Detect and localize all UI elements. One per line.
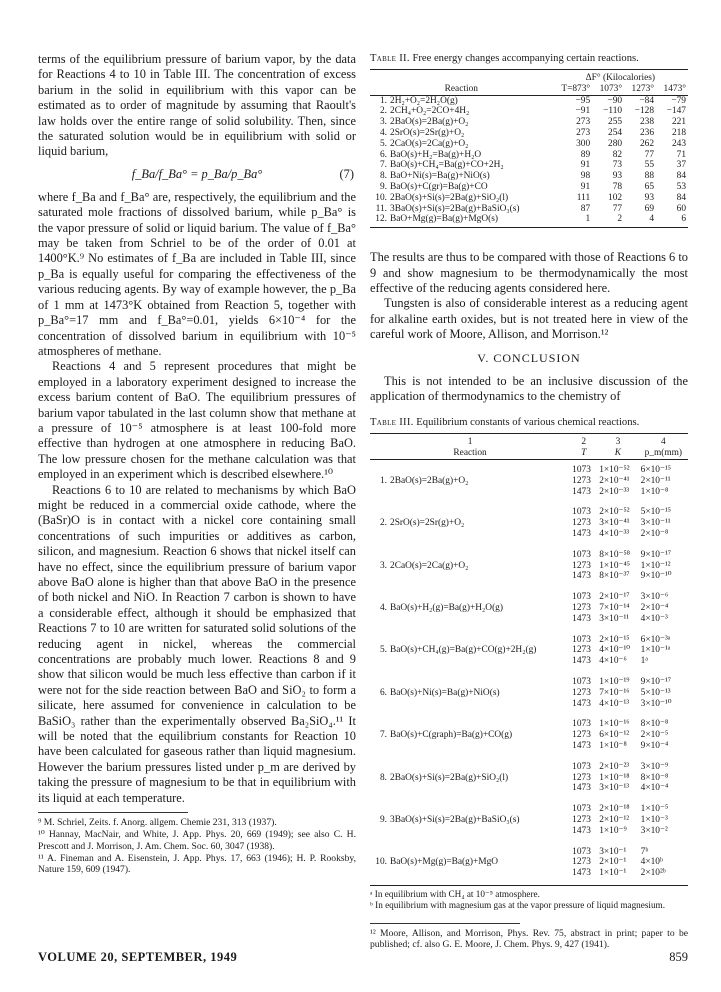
table3-reaction-cell	[370, 714, 570, 756]
table3-row	[370, 757, 688, 799]
row-number: 7.	[379, 730, 387, 741]
table2-reaction-cell	[370, 106, 553, 117]
reaction-text: BaO(s)+C(graph)=Ba(g)+CO(g)	[390, 730, 513, 741]
table3-k-cell: 1×10⁻¹⁹ 7×10⁻¹⁶ 4×10⁻¹³	[599, 676, 630, 709]
reaction-text: BaO(s)+CH₄(g)=Ba(g)+CO(g)+2H₂(g)	[390, 645, 537, 656]
table3-reaction-cell	[370, 757, 570, 799]
reaction-text: 2BaO(s)+Si(s)=2Ba(g)+SiO₂(l)	[390, 192, 509, 203]
reaction-text: BaO(s)+H₂(g)=Ba(g)+H₂O(g)	[390, 602, 503, 613]
row-number: 4.	[379, 602, 387, 613]
table3-temperature-cell: 1073 1273 1473	[572, 592, 591, 624]
paragraph: Reactions 4 and 5 represent procedures that might be employed in a laboratory experiment designed to increase the excess barium content of BaO. The equilibrium pressures of barium vapor tabulated in the last column show that methane at a pressure of 10⁻⁵ atmosphere is at least 100-fold more effective than hydrogen at one atmosphere in reducing BaO. The low pressure chosen for the methane calculation was that employed in an experiment which is described elsewhere.¹⁰	[38, 359, 356, 482]
footnote-divider	[38, 812, 188, 813]
table3-pm-cell: 6×10⁻³ᵃ 1×10⁻¹ᵃ 1ᵃ	[640, 634, 671, 667]
table2-row	[370, 214, 688, 225]
table3-pm-cell: 5×10⁻¹⁵ 3×10⁻¹¹ 2×10⁻⁸	[640, 507, 672, 539]
table2-reaction-cell	[370, 95, 553, 106]
table2-label: Table II.	[370, 53, 410, 64]
table3-reaction-cell	[370, 460, 570, 503]
table3	[370, 433, 688, 884]
table2-value-cell: 55	[644, 160, 655, 171]
table3-temperature-cell: 1073 1273 1473	[572, 846, 591, 879]
table2-value-cell: 262	[639, 138, 655, 149]
footnote-divider	[370, 923, 520, 924]
row-number: 10.	[375, 857, 387, 868]
table2-caption-text: Free energy changes accompanying certain reactions.	[412, 53, 639, 64]
paragraph: Tungsten is also of considerable interest as a reducing agent for alkaline earth oxides, but is not treated here in view of the careful work of Moore, Allison, and Morrison.¹²	[370, 296, 688, 342]
table2-value-cell: 102	[608, 192, 623, 203]
table3-col-reaction: Reaction	[453, 448, 487, 459]
table2-value-cell: 78	[612, 181, 623, 192]
footnote: ¹² Moore, Allison, and Morrison, Phys. Rev. 75, abstract in print; paper to be published; cf. also G. E. Moore, J. Chem. Phys. 9, 427 (1941).	[370, 927, 688, 950]
table3-row	[370, 502, 688, 544]
table3-pm-cell: 6×10⁻¹⁵ 2×10⁻¹¹ 1×10⁻⁸	[640, 465, 672, 497]
table2-reaction-cell	[370, 182, 553, 193]
table-footnote: ᵃ In equilibrium with CH₄ at 10⁻⁵ atmosphere.	[370, 888, 540, 899]
table2-value-cell: 73	[612, 160, 623, 171]
table3-caption-text: Equilibrium constants of various chemical reactions.	[416, 417, 640, 429]
reaction-text: 2CH₄+O₂=2CO+4H₂	[390, 106, 470, 117]
row-number: 1.	[379, 95, 387, 106]
table2-col-temp: T=873°	[561, 83, 591, 94]
row-number: 9.	[379, 814, 387, 825]
reaction-text: BaO+Mg(g)=Ba(g)+MgO(s)	[390, 214, 499, 225]
table2-value-cell: 273	[576, 127, 591, 138]
table2-reaction-cell	[370, 117, 553, 128]
row-number: 5.	[379, 645, 387, 656]
table2-value-cell: 87	[580, 203, 591, 214]
table2-value-cell: 82	[612, 149, 623, 160]
table2-row	[370, 193, 688, 204]
footnote: ⁹ M. Schriel, Zeits. f. Anorg. allgem. Chemie 231, 313 (1937).	[38, 817, 277, 829]
row-number: 8.	[379, 772, 387, 783]
table2-row	[370, 160, 688, 171]
table2-col-reaction: Reaction	[444, 83, 478, 94]
table2-value-cell: −91	[575, 106, 591, 117]
table3-k-cell: 2×10⁻¹⁸ 2×10⁻¹² 1×10⁻⁹	[599, 804, 630, 836]
equation-expression: f_Ba/f_Ba° = p_Ba/p_Ba°	[131, 166, 263, 181]
table2-group-header: ΔF° (Kilocalories)	[585, 73, 656, 83]
row-number: 1.	[379, 475, 387, 486]
table2-value-cell: 60	[676, 203, 686, 214]
right-column	[370, 52, 688, 951]
table2-value-cell: 4	[649, 214, 655, 225]
table2-value-cell: 84	[676, 171, 686, 182]
row-number: 11.	[375, 203, 387, 214]
reaction-text: BaO(s)+Ni(s)=Ba(g)+NiO(s)	[390, 687, 500, 698]
table3-k-cell: 2×10⁻⁵² 3×10⁻⁴¹ 4×10⁻³³	[599, 507, 630, 539]
reaction-text: 3BaO(s)+Si(s)=2Ba(g)+BaSiO₃(s)	[390, 814, 520, 825]
table3-reaction-cell	[370, 630, 570, 672]
table2-value-cell: 77	[612, 203, 623, 214]
table3-row	[370, 545, 688, 587]
reaction-text: 2BaO(s)+Si(s)=2Ba(g)+SiO₂(l)	[390, 772, 509, 783]
row-number: 5.	[379, 138, 387, 149]
left-column	[38, 52, 356, 877]
table2-col-temp: 1073°	[599, 83, 623, 94]
equation-number: (7)	[339, 166, 354, 181]
table3-reaction-cell	[370, 502, 570, 544]
table3-k-cell: 2×10⁻¹⁷ 7×10⁻¹⁴ 3×10⁻¹¹	[599, 592, 630, 624]
table2-value-cell: 255	[608, 117, 623, 128]
reaction-text: BaO(s)+C(gr)=Ba(g)+CO	[390, 181, 488, 192]
row-number: 8.	[379, 171, 387, 182]
table2-row	[370, 182, 688, 193]
table2-value-cell: 221	[671, 117, 686, 128]
table3-temperature-cell: 1073 1273 1473	[572, 719, 591, 751]
table3-k-cell: 1×10⁻⁵² 2×10⁻⁴¹ 2×10⁻³³	[599, 465, 630, 497]
table2-value-cell: 2	[617, 214, 623, 225]
table2-reaction-cell	[370, 139, 553, 150]
reaction-text: 2SrO(s)=2Sr(g)+O₂	[390, 127, 465, 138]
paragraph: The results are thus to be compared with those of Reactions 6 to 9 and show magnesium to be thermodynamically the most effective of the reducing agents considered here.	[370, 250, 688, 295]
table2-value-cell: 89	[580, 149, 591, 160]
table2-value-cell: 93	[644, 192, 655, 203]
table3-bottom-rule	[370, 885, 688, 886]
table3-temperature-cell: 1073 1273 1473	[572, 804, 591, 836]
table3-row	[370, 587, 688, 629]
table2-value-cell: −79	[671, 95, 686, 106]
table2-col-temp: 1273°	[631, 83, 655, 94]
reaction-text: BaO(s)+CH₄=Ba(g)+CO+2H₂	[390, 160, 504, 171]
table2-value-cell: −128	[634, 106, 655, 117]
row-number: 2.	[379, 518, 387, 529]
table3-pm-cell: 3×10⁻⁹ 8×10⁻⁸ 4×10⁻⁴	[640, 761, 669, 794]
table2-value-cell: 71	[676, 149, 686, 160]
table3-reaction-cell	[370, 587, 570, 629]
row-number: 2.	[379, 106, 387, 117]
reaction-text: 2CaO(s)=2Ca(g)+O₂	[390, 560, 469, 571]
table3-temperature-cell: 1073 1273 1473	[572, 465, 591, 497]
table3-body	[370, 460, 688, 884]
table2-value-cell: 37	[676, 160, 686, 171]
table2-body	[370, 95, 688, 225]
table2-value-cell: 1	[585, 214, 591, 225]
table2-value-cell: 254	[608, 127, 623, 138]
table3-col-num: 4	[660, 437, 666, 448]
table2-row	[370, 106, 688, 117]
table2-value-cell: −90	[607, 95, 623, 106]
row-number: 4.	[379, 127, 387, 138]
table3-row	[370, 799, 688, 841]
table2-reaction-cell	[370, 204, 553, 215]
reaction-text: BaO+Ni(s)=Ba(g)+NiO(s)	[390, 171, 490, 182]
table2-value-cell: 280	[608, 138, 623, 149]
reaction-text: BaO(s)+Mg(g)=Ba(g)+MgO	[390, 857, 499, 868]
table3-temperature-cell: 1073 1273 1473	[572, 549, 591, 582]
table3-reaction-cell	[370, 545, 570, 587]
table2-value-cell: 93	[612, 171, 623, 182]
table3-temperature-cell: 1073 1273 1473	[572, 676, 591, 709]
table2-value-cell: 65	[644, 181, 655, 192]
table3-temperature-cell: 1073 1273 1473	[572, 507, 591, 539]
reaction-text: 2BaO(s)=2Ba(g)+O₂	[390, 117, 469, 128]
table3-row	[370, 714, 688, 756]
table-footnote: ᵇ In equilibrium with magnesium gas at the vapor pressure of liquid magnesium.	[370, 899, 666, 910]
table3-k-cell: 2×10⁻²³ 1×10⁻¹⁸ 3×10⁻¹³	[599, 761, 630, 794]
table2-value-cell: −84	[639, 95, 655, 106]
paragraph: terms of the equilibrium pressure of barium vapor, by the data for Reactions 4 to 10 in Table III. The concentration of excess barium in the solid in equilibrium with this vapor can be estimated as to order of magnitude by assuming that Raoult's law holds over the entire range of solid solubility. Then, since the saturated solution would be in equilibrium with solid or liquid barium,	[38, 52, 356, 159]
row-number: 10.	[375, 192, 387, 203]
table2-value-cell: 300	[576, 138, 591, 149]
table2-reaction-cell	[370, 150, 553, 161]
table2-value-cell: 98	[580, 171, 591, 182]
row-number: 9.	[379, 181, 387, 192]
table3-col-t: T	[581, 448, 587, 459]
table2-caption	[370, 52, 688, 65]
table2-value-cell: −147	[666, 106, 686, 117]
table2-row	[370, 117, 688, 128]
table3-pm-cell: 1×10⁻⁵ 1×10⁻³ 3×10⁻²	[640, 804, 669, 836]
table2-reaction-cell	[370, 128, 553, 139]
page-number: 859	[669, 950, 688, 964]
table3-caption	[370, 416, 688, 429]
row-number: 12.	[375, 214, 387, 225]
table2-row	[370, 150, 688, 161]
table2-value-cell: 243	[671, 138, 686, 149]
reaction-text: 2H₂+O₂=2H₂O(g)	[390, 95, 458, 106]
table3-pm-cell: 9×10⁻¹⁷ 5×10⁻¹³ 3×10⁻¹⁰	[640, 676, 672, 709]
table2-value-cell: −95	[575, 95, 591, 106]
table3-pm-cell: 7ᵇ 4×10ᵇ 2×10²ᵇ	[640, 846, 666, 879]
table2-value-cell: 111	[576, 192, 591, 203]
volume-footer: VOLUME 20, SEPTEMBER, 1949	[38, 950, 238, 964]
table2-row	[370, 128, 688, 139]
reaction-text: 2CaO(s)=2Ca(g)+O₂	[390, 138, 469, 149]
table2-value-cell: 53	[676, 181, 686, 192]
table2-col-temp: 1473°	[663, 83, 686, 94]
table3-reaction-cell	[370, 672, 570, 714]
table2-value-cell: 91	[580, 181, 591, 192]
reaction-text: 2SrO(s)=2Sr(g)+O₂	[390, 518, 465, 529]
table2-value-cell: 77	[644, 149, 655, 160]
reaction-text: 3BaO(s)+Si(s)=2Ba(g)+BaSiO₃(s)	[390, 203, 520, 214]
table3-pm-cell: 9×10⁻¹⁷ 1×10⁻¹² 9×10⁻¹⁰	[640, 549, 672, 582]
table2-row	[370, 171, 688, 182]
table3-k-cell: 3×10⁻¹ 2×10⁻¹ 1×10⁻¹	[599, 846, 627, 879]
table3-row	[370, 672, 688, 714]
table3-label: Table III.	[370, 417, 414, 429]
table2-reaction-cell	[370, 214, 553, 225]
table3-col-num: 1	[467, 437, 473, 448]
table2-reaction-cell	[370, 193, 553, 204]
table3-col-num: 3	[615, 437, 621, 448]
reaction-text: 2BaO(s)=2Ba(g)+O₂	[390, 475, 469, 486]
footnote: ¹⁰ Hannay, MacNair, and White, J. App. Phys. 20, 669 (1949); see also C. H. Prescott and J. Morrison, J. Am. Chem. Soc. 60, 3047 (1938).	[38, 829, 356, 852]
table3-row	[370, 460, 688, 503]
table2-row	[370, 204, 688, 215]
table3-reaction-cell	[370, 842, 570, 884]
table3-temperature-cell: 1073 1273 1473	[572, 634, 591, 667]
equation-7	[38, 160, 356, 190]
table3-col-k: K	[614, 448, 622, 459]
table2-value-cell: 88	[644, 171, 655, 182]
reaction-text: BaO(s)+H₂=Ba(g)+H₂O	[390, 149, 482, 160]
paragraph: where f_Ba and f_Ba° are, respectively, the equilibrium and the saturated mole fractions of dissolved barium, while p_Ba° is the vapor pressure of solid or liquid barium. The value of f_Ba° may be taken from Schriel to be of the order of 0.01 at 1400°K.⁹ No estimates of f_Ba are included in Table III, since p_Ba is equally useful for comparing the effectiveness of the various reducing agents. By way of example however, the p_Ba of 1 mm at 1473°K obtained from Reaction 5, together with p_Ba°=17 mm and f_Ba°=0.01, yields 6×10⁻⁴ for the concentration of dissolved barium in equilibrium with 10⁻⁵ atmospheres of methane.	[38, 189, 356, 358]
table2-value-cell: −110	[603, 106, 623, 117]
table3-temperature-cell: 1073 1273 1473	[572, 761, 591, 794]
table3-col-num: 2	[581, 437, 587, 448]
table2-row	[370, 139, 688, 150]
table2-row	[370, 95, 688, 106]
row-number: 3.	[379, 560, 387, 571]
table3-col-pm: p_m(mm)	[644, 448, 683, 459]
table2-value-cell: 6	[681, 214, 686, 225]
table3-k-cell: 2×10⁻¹⁵ 4×10⁻¹⁰ 4×10⁻⁶	[599, 634, 631, 667]
paragraph: This is not intended to be an inclusive discussion of the application of thermodynamics to the chemistry of	[370, 373, 688, 403]
table3-row	[370, 842, 688, 884]
table3-row	[370, 630, 688, 672]
table3-pm-cell: 3×10⁻⁶ 2×10⁻⁴ 4×10⁻³	[640, 592, 669, 624]
table2-value-cell: 238	[639, 117, 655, 128]
table3-reaction-cell	[370, 799, 570, 841]
table3-pm-cell: 8×10⁻⁸ 2×10⁻⁵ 9×10⁻⁴	[640, 719, 669, 751]
table2-value-cell: 273	[576, 117, 591, 128]
section-title: V. CONCLUSION	[477, 350, 581, 365]
paragraph: Reactions 6 to 10 are related to mechanisms by which BaO might be reduced in a commercial oxide cathode, where the (BaSr)O is in contact with a nickel core containing small concentrations of such impurities or additives as carbon, silicon, and magnesium. Reaction 6 shows that nickel itself can have no effect, since the equilibrium pressure of barium vapor above BaO alone is higher than that above BaO in the presence of both nickel and NiO. In Reaction 7 carbon is shown to have a considerable effect, although it should be emphasized that Reactions 7 to 10 are written for saturated solid solutions of the reducing agent in nickel, whereas the commercial concentrations are probably much lower. Reactions 8 and 9 show that silicon would be much less effective than carbon if it were not for the side reaction between BaO and SiO₂ to form a silicate, here assumed for convenience in calculation to be BaSiO₃ rather than the experimentally observed Ba₂SiO₄.¹¹ It will be noted that the equilibrium constants for Reaction 10 have been calculated for gaseous rather than liquid magnesium. However the barium pressures listed under p_m are derived by taking the pressure of magnesium to be that in equilibrium with its liquid at each temperature.	[38, 482, 356, 805]
table3-k-cell: 1×10⁻¹⁶ 6×10⁻¹² 1×10⁻⁸	[599, 719, 630, 751]
table2-reaction-cell	[370, 171, 553, 182]
row-number: 6.	[379, 149, 387, 160]
row-number: 3.	[379, 117, 387, 128]
row-number: 7.	[379, 160, 387, 171]
row-number: 6.	[379, 687, 387, 698]
table2-value-cell: 84	[676, 192, 686, 203]
table2-value-cell: 218	[671, 127, 686, 138]
table2	[370, 69, 688, 225]
table2-value-cell: 91	[580, 160, 591, 171]
table2-reaction-cell	[370, 160, 553, 171]
table2-value-cell: 69	[644, 203, 655, 214]
footnote: ¹¹ A. Fineman and A. Eisenstein, J. App. Phys. 17, 663 (1946); H. P. Rooksby, Nature 159, 609 (1947).	[38, 852, 356, 876]
table3-k-cell: 8×10⁻⁵⁸ 1×10⁻⁴⁵ 8×10⁻³⁷	[599, 549, 631, 582]
table2-value-cell: 236	[639, 127, 655, 138]
